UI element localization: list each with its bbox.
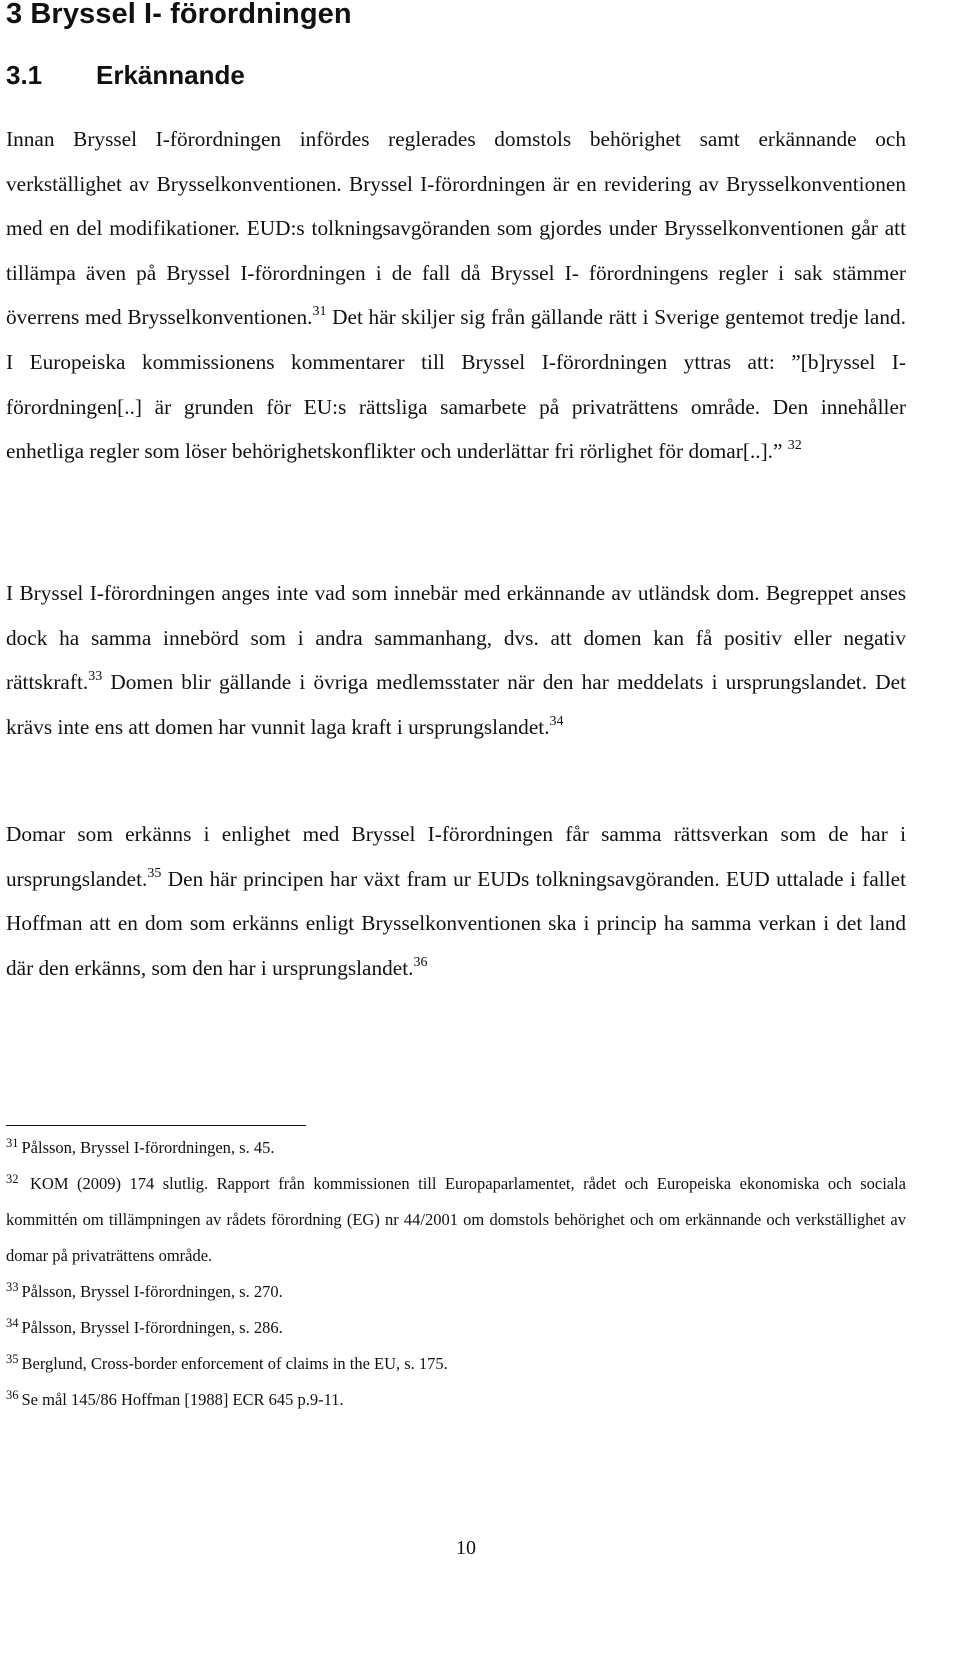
- footnote-text: Se mål 145/86 Hoffman [1988] ECR 645 p.9-11.: [21, 1390, 344, 1409]
- footnote-separator: [6, 1125, 306, 1126]
- paragraph-2: [6, 571, 906, 749]
- footnote-number: 34: [6, 1316, 19, 1330]
- paragraph-2-text-a: I Bryssel I-förordningen anges inte vad som innebär med erkännande av utländsk dom. Begreppet anses dock ha samma innebörd som i andra sammanhang, dvs. att domen kan få positiv eller negativ rättskraft.: [6, 581, 906, 695]
- footnote-number: 31: [6, 1136, 19, 1150]
- footnote-ref-35[interactable]: 35: [147, 865, 162, 881]
- footnote-list: [6, 1130, 906, 1418]
- paragraph-1-text-b: Det här skiljer sig från gällande rätt i Sverige gentemot tredje land. I Europeiska kommissionens kommentarer till Bryssel I-förordningen yttras att: ”[b]ryssel I-förordningen[..] är grunden för EU:s rättsliga samarbete på privaträttens område. Den innehåller enhetliga regler som löser behörighetskonflikter och underlättar fri rörlighet för domar[..].”: [6, 305, 906, 464]
- footnote-number: 35: [6, 1352, 19, 1366]
- paragraph-1-text-a: Innan Bryssel I-förordningen infördes reglerades domstols behörighet samt erkännande och verkställighet av Brysselkonventionen. Bryssel I-förordningen är en revidering av Brysselkonventionen med en del modifikationer. EUD:s tolkningsavgöranden som gjordes under Brysselkonventionen går att tillämpa även på Bryssel I-förordningen i de fall då Bryssel I- förordningens regler i sak stämmer överrens med Brysselkonventionen.: [6, 127, 906, 330]
- footnote-ref-33[interactable]: 33: [88, 669, 103, 685]
- section-heading: [6, 60, 245, 91]
- footnote-32: [6, 1166, 906, 1274]
- paragraph-3-text-a: Domar som erkänns i enlighet med Bryssel I-förordningen får samma rättsverkan som de har i ursprungslandet.: [6, 822, 906, 891]
- paragraph-3-text-b: Den här principen har växt fram ur EUDs tolkningsavgöranden. EUD uttalade i fallet Hoffman att en dom som erkänns enligt Brysselkonventionen ska i princip ha samma verkan i det land där den erkänns, som den har i ursprungslandet.: [6, 866, 906, 980]
- footnote-ref-31[interactable]: 31: [312, 304, 327, 320]
- paragraph-1: [6, 117, 906, 474]
- paragraph-2-text-b: Domen blir gällande i övriga medlemsstater när den har meddelats i ursprungslandet. Det krävs inte ens att domen har vunnit laga kraft i ursprungslandet.: [6, 670, 906, 739]
- section-title: Erkännande: [96, 60, 245, 90]
- footnote-number: 36: [6, 1388, 19, 1402]
- footnote-34: [6, 1310, 906, 1346]
- footnote-ref-32[interactable]: 32: [787, 438, 802, 454]
- footnote-number: 32: [6, 1172, 19, 1186]
- paragraph-3: [6, 812, 906, 990]
- footnote-text: Berglund, Cross-border enforcement of claims in the EU, s. 175.: [21, 1354, 448, 1373]
- page-number: 10: [456, 1537, 476, 1559]
- footnote-36: [6, 1382, 906, 1418]
- footnote-text: KOM (2009) 174 slutlig. Rapport från kommissionen till Europaparlamentet, rådet och Europeiska ekonomiska och sociala kommittén om tillämpningen av rådets förordning (EG) nr 44/2001 om domstols behörighet och om erkännande och verkställighet av domar på privaträttens område.: [6, 1174, 907, 1265]
- footnote-35: [6, 1346, 906, 1382]
- footnote-ref-36[interactable]: 36: [413, 954, 428, 970]
- footnote-33: [6, 1274, 906, 1310]
- footnote-text: Pålsson, Bryssel I-förordningen, s. 270.: [21, 1282, 283, 1301]
- chapter-heading: 3 Bryssel I- förordningen: [6, 0, 352, 30]
- footnote-ref-34[interactable]: 34: [549, 713, 564, 729]
- footnote-text: Pålsson, Bryssel I-förordningen, s. 45.: [21, 1138, 275, 1157]
- footnote-text: Pålsson, Bryssel I-förordningen, s. 286.: [21, 1318, 283, 1337]
- footnote-number: 33: [6, 1280, 19, 1294]
- footnote-31: [6, 1130, 906, 1166]
- section-number: 3.1: [6, 60, 43, 90]
